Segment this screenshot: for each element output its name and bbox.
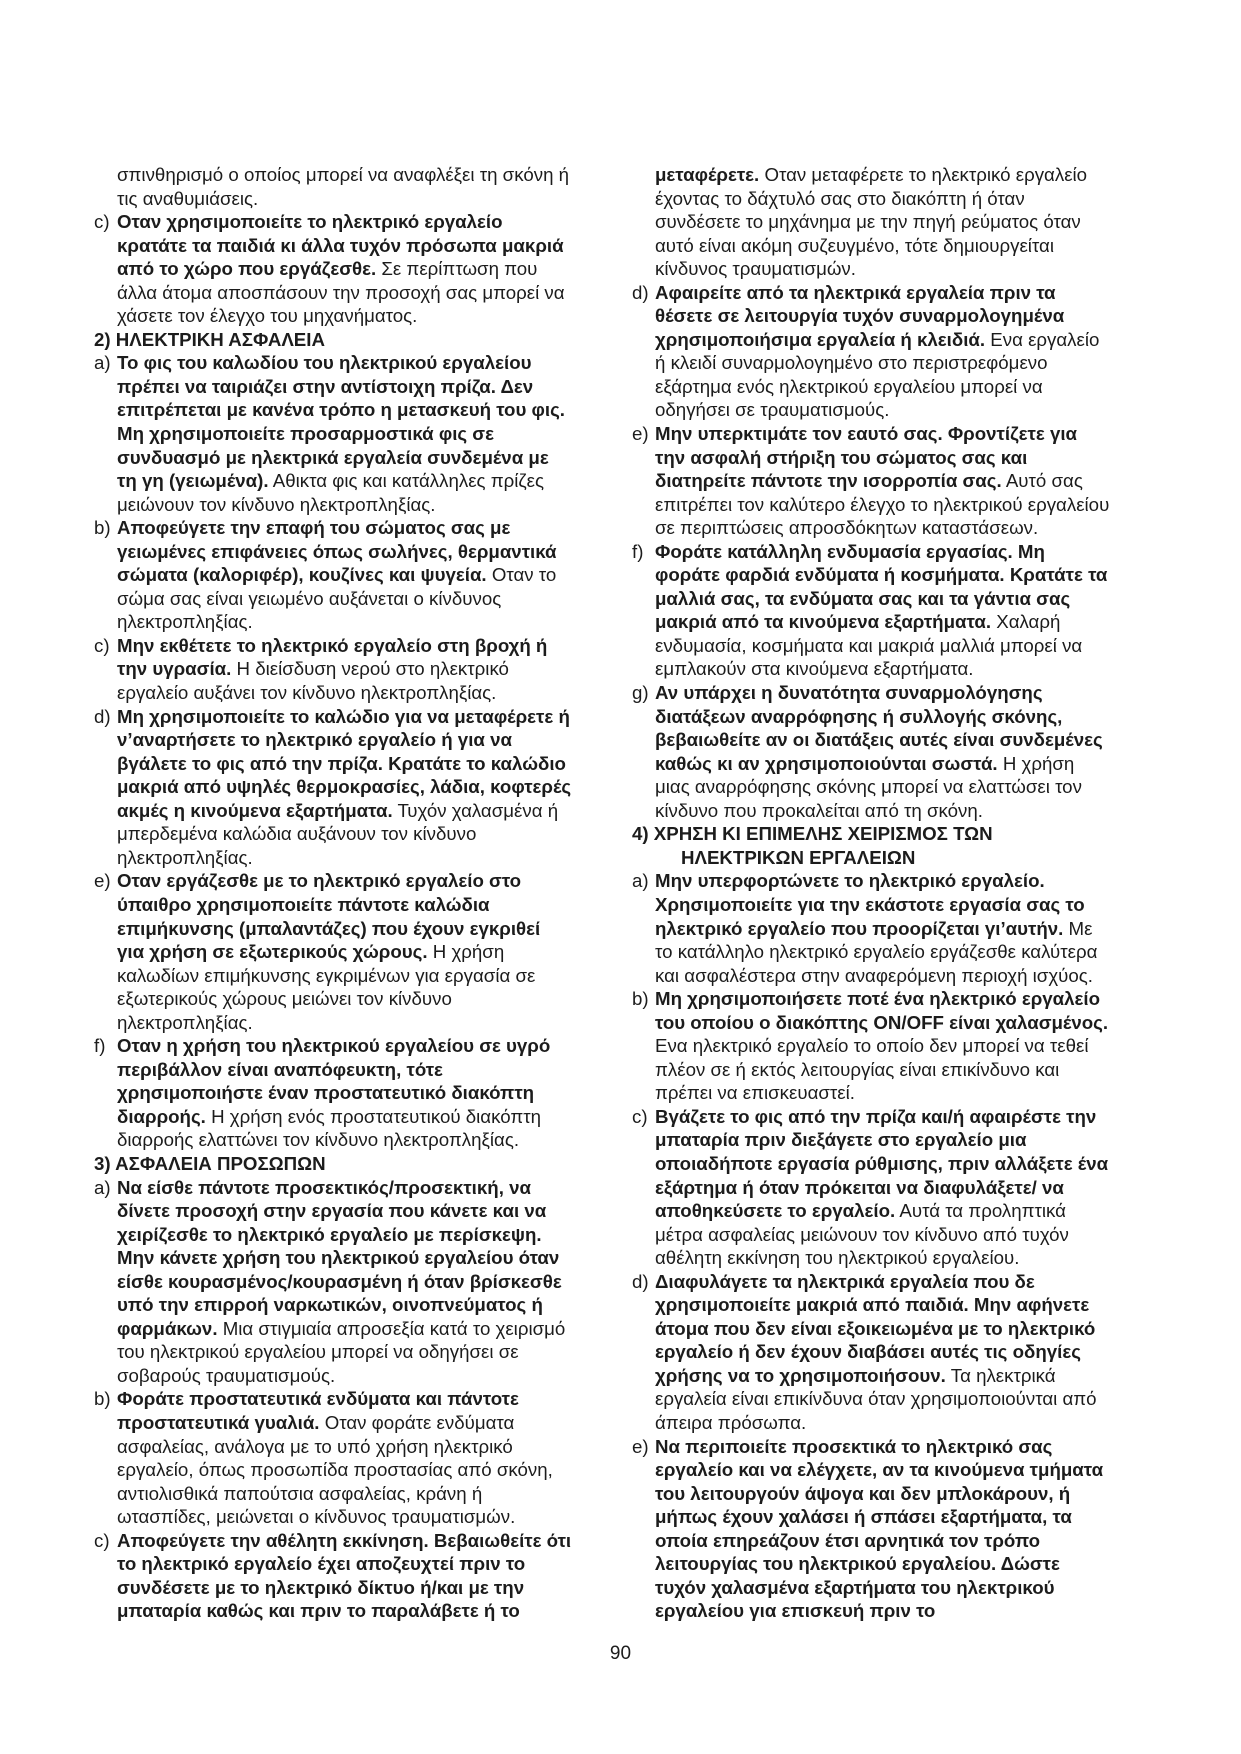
item-text: Μια στιγμιαία απροσεξία κατά το χειρισμό του ηλεκτρικού εργαλείου μπορεί να οδηγήσει σε σοβαρούς τραυματισμούς. bbox=[117, 1317, 566, 1386]
item-text: Η διείσδυση νερού στο ηλεκτρικό εργαλείο αυξάνει τον κίνδυνο ηλεκτροπληξίας. bbox=[117, 658, 509, 704]
item-label: b) bbox=[94, 1388, 111, 1410]
item-bold-text: Αποφεύγετε την αθέλητη εκκίνηση. Βεβαιωθείτε ότι το ηλεκτρικό εργαλείο έχει αποζευχτεί πριν το συνδέσετε με το ηλεκτρικό δίκτυο ή/και με την μπαταρία καθώς και πριν το παραλάβετε ή το bbox=[117, 1529, 572, 1622]
item-label: b) bbox=[632, 988, 649, 1010]
page-number: 90 bbox=[609, 1643, 632, 1664]
item-bold-text: Διαφυλάγετε τα ηλεκτρικά εργαλεία που δε χρησιμοποιείτε μακριά από παιδιά. Μην αφήνετε άτομα που δεν είναι εξοικειωμένα με το ηλεκτρικό εργαλείο ή δεν έχουν διαβάσει αυτές τις οδηγίες χρήσης να το χρησιμοποιήσουν. bbox=[655, 1270, 1096, 1386]
list-item-e bbox=[94, 869, 572, 1034]
list-item-c bbox=[94, 1529, 572, 1623]
item-label: f) bbox=[632, 540, 644, 562]
item-bold-text: Αφαιρείτε από τα ηλεκτρικά εργαλεία πριν τα θέσετε σε λειτουργία τυχόν συναρμολογημένα χρησιμοποιήσιμα εργαλεία ή κλειδιά. bbox=[655, 281, 1065, 350]
list-item-c bbox=[94, 634, 572, 705]
list-item-e bbox=[632, 1435, 1110, 1623]
list-item-b bbox=[94, 1387, 572, 1528]
item-text: Ενα ηλεκτρικό εργαλείο το οποίο δεν μπορεί να τεθεί πλέον σε ή εκτός λειτουργίας είναι επικίνδυνο και πρέπει να επισκευαστεί. bbox=[655, 1035, 1089, 1104]
item-bold-text: Μη χρησιμοποιήσετε ποτέ ένα ηλεκτρικό εργαλείο του οποίου ο διακόπτης ON/OFF είναι χαλασμένος. bbox=[655, 988, 1109, 1033]
item-label: g) bbox=[632, 682, 649, 704]
item-bold-text: Αποφεύγετε την επαφή του σώματος σας με γειωμένες επιφάνειες όπως σωλήνες, θερμαντικά σώματα (καλοριφέρ), κουζίνες και ψυγεία. bbox=[117, 517, 557, 586]
item-text: Οταν φοράτε ενδύματα ασφαλείας, ανάλογα με το υπό χρήση ηλεκτρικό εργαλείο, όπως προσωπίδα προστασίας από σκόνη, αντιολισθικά παπούτσια ασφαλείας, κράνη ή ωτασπίδες, μειώνεται ο κίνδυνος τραυματισμών. bbox=[117, 1411, 553, 1528]
item-text: Αθικτα φις και κατάλληλες πρίζες μειώνουν τον κίνδυνο ηλεκτροπληξίας. bbox=[117, 470, 544, 515]
item-text: Χαλαρή ενδυμασία, κοσμήματα και μακριά μαλλιά μπορεί να εμπλακούν στα κινούμενα εξαρτήματα. bbox=[655, 611, 1083, 680]
item-label: e) bbox=[94, 870, 111, 892]
item-text: Αυτό σας επιτρέπει τον καλύτερο έλεγχο το ηλεκτρικού εργαλείου σε περιπτώσεις απροσδόκητων καταστάσεων. bbox=[655, 470, 1110, 539]
item-bold-text: Οταν χρησιμοποιείτε το ηλεκτρικό εργαλείο κρατάτε τα παιδιά κι άλλα τυχόν πρόσωπα μακριά από το χώρο που εργάζεσθε. bbox=[117, 211, 564, 280]
list-item-d bbox=[94, 705, 572, 870]
item-text: Τυχόν χαλασμένα ή μπερδεμένα καλώδια αυξάνουν τον κίνδυνο ηλεκτροπληξίας. bbox=[117, 799, 559, 868]
item-label: a) bbox=[94, 352, 111, 374]
item-label: d) bbox=[632, 1270, 649, 1292]
item-bold-text: Μη χρησιμοποιείτε το καλώδιο για να μεταφέρετε ή ν’αναρτήσετε το ηλεκτρικό εργαλείο ή για να βγάλετε το φις από την πρίζα. Κρατάτε το καλώδιο μακριά από υψηλές θερμοκρασίες, λάδια, κοφτερές ακμές η κινούμενα εξαρτήματα. bbox=[117, 705, 572, 821]
section-heading-tool-use: 4) ΧΡΗΣΗ ΚΙ ΕΠΙΜΕΛΗΣ ΧΕΙΡΙΣΜΟΣ ΤΩΝ bbox=[632, 823, 993, 845]
item-label: c) bbox=[94, 211, 110, 233]
item-bold-text: μεταφέρετε. bbox=[655, 164, 760, 185]
list-item-e bbox=[632, 422, 1110, 540]
item-bold-text: Να είσθε πάντοτε προσεκτικός/προσεκτική, να δίνετε προσοχή στην εργασία που κάνετε και να χειρίζεσθε το ηλεκτρικό εργαλείο με περίσκεψη. Μην κάνετε χρήση του ηλεκτρικού εργαλείου όταν είσθε κουρασμένος/κουρασμένη ή όταν βρίσκεσθε υπό την επιρροή ναρκωτικών, οινοπνεύματος ή φαρμάκων. bbox=[117, 1176, 562, 1339]
item-text: Αυτά τα προληπτικά μέτρα ασφαλείας μειώνουν τον κίνδυνο από τυχόν αθέλητη εκκίνηση του ηλεκτρικού εργαλείου. bbox=[655, 1200, 1069, 1269]
list-item-a bbox=[632, 869, 1110, 987]
item-bold-text: Μην υπερκτιμάτε τον εαυτό σας. Φροντίζετε για την ασφαλή στήριξη του σώματος σας και διατηρείτε πάντοτε την ισορροπία σας. bbox=[655, 423, 1078, 492]
item-label: c) bbox=[94, 634, 110, 656]
item-bold-text: Να περιποιείτε προσεκτικά το ηλεκτρικό σας εργαλείο και να ελέγχετε, αν τα κινούμενα τμήματα του λειτουργούν άψογα και δεν μπλοκάρουν, ή μήπως έχουν χαλάσει ή σπάσει εξαρτήματα, τα οποία επηρεάζουν έτσι αρνητικά τον τρόπο λειτουργίας του ηλεκτρικού εργαλείου. Δώστε τυχόν χαλασμένα εξαρτήματα του ηλεκτρικού εργαλείου για επισκευή πριν το bbox=[655, 1435, 1104, 1622]
list-item-b bbox=[94, 516, 572, 634]
list-item-a bbox=[94, 351, 572, 516]
item-text: Η χρήση μιας αναρρόφησης σκόνης μπορεί να ελαττώσει τον κίνδυνο που προκαλείται από τη σκόνη. bbox=[655, 752, 1082, 821]
list-item-c bbox=[632, 1105, 1110, 1270]
section-heading-tool-use-cont: ΗΛΕΚΤΡΙΚΩΝ ΕΡΓΑΛΕΙΩΝ bbox=[681, 846, 916, 868]
item-text: Η χρήση ενός προστατευτικού διακόπτη διαρροής ελαττώνει τον κίνδυνο ηλεκτροπληξίας. bbox=[117, 1105, 542, 1151]
item-bold-text: Φοράτε προστατευτικά ενδύματα και πάντοτε προστατευτικά γυαλιά. bbox=[117, 1388, 519, 1433]
item-bold-text: Οταν εργάζεσθε με το ηλεκτρικό εργαλείο στο ύπαιθρο χρησιμοποιείτε πάντοτε καλώδια επιμήκυνσης (μπαλαντάζες) που έχουν εγκριθεί για χρήση σε εξωτερικούς χώρους. bbox=[117, 870, 541, 963]
item-bold-text: Το φις του καλωδίου του ηλεκτρικού εργαλείου πρέπει να ταιριάζει στην αντίστοιχη πρίζα. Δεν επιτρέπεται με κανένα τρόπο η μετασκευή του φις. Μη χρησιμοποιείτε προσαρμοστικά φις σε συνδυασμό με ηλεκτρικά εργαλεία συνδεμένα με τη γη (γειωμένα). bbox=[117, 352, 565, 492]
item-text: Με το κατάλληλο ηλεκτρικό εργαλείο εργάζεσθε καλύτερα και ασφαλέστερα στην αναφερόμενη περιοχή ισχύος. bbox=[655, 917, 1098, 986]
left-column bbox=[94, 163, 572, 1623]
item-label: e) bbox=[632, 1435, 649, 1457]
list-item-f bbox=[632, 540, 1110, 681]
list-item-c bbox=[94, 210, 572, 328]
item-label: e) bbox=[632, 423, 649, 445]
right-column bbox=[632, 163, 1110, 1623]
item-bold-text: Βγάζετε το φις από την πρίζα και/ή αφαιρέστε την μπαταρία πριν διεξάγετε στο εργαλείο μια οποιαδήποτε εργασία ρύθμισης, πριν αλλάξετε ένα εξάρτημα ή όταν πρόκειται να διαφυλάξετε/ να αποθηκεύσετε το εργαλείο. bbox=[655, 1105, 1109, 1222]
item-text: Η χρήση καλωδίων επιμήκυνσης εγκριμένων για εργασία σε εξωτερικούς χώρους μειώνει τον κίνδυνο ηλεκτροπληξίας. bbox=[117, 941, 536, 1033]
item-label: c) bbox=[632, 1105, 648, 1127]
list-item-f bbox=[94, 1034, 572, 1152]
item-text: Οταν το σώμα σας είναι γειωμένο αυξάνεται ο κίνδυνος ηλεκτροπληξίας. bbox=[117, 564, 557, 633]
item-label: d) bbox=[94, 705, 111, 727]
continued-paragraph bbox=[632, 163, 1110, 281]
item-label: a) bbox=[632, 870, 649, 892]
list-item-a bbox=[94, 1176, 572, 1388]
section-heading-personal-safety: 3) ΑΣΦΑΛΕΙΑ ΠΡΟΣΩΠΩΝ bbox=[94, 1152, 326, 1174]
item-text: Τα ηλεκτρικά εργαλεία είναι επικίνδυνα όταν χρησιμοποιούνται από άπειρα πρόσωπα. bbox=[655, 1364, 1097, 1433]
list-item-g bbox=[632, 681, 1110, 822]
list-item-d bbox=[632, 281, 1110, 422]
list-item-b bbox=[632, 987, 1110, 1105]
item-text: Σε περίπτωση που άλλα άτομα αποσπάσουν την προσοχή σας μπορεί να χάσετε τον έλεγχο του μηχανήματος. bbox=[117, 258, 565, 327]
item-label: b) bbox=[94, 517, 111, 539]
list-item-d bbox=[632, 1270, 1110, 1435]
item-label: f) bbox=[94, 1035, 106, 1057]
item-label: c) bbox=[94, 1529, 110, 1551]
item-label: d) bbox=[632, 281, 649, 303]
item-bold-text: Αν υπάρχει η δυνατότητα συναρμολόγησης διατάξεων αναρρόφησης ή συλλογής σκόνης, βεβαιωθείτε αν οι διατάξεις αυτές είναι συνδεμένες καθώς κι αν χρησιμοποιούνται σωστά. bbox=[655, 682, 1103, 774]
item-bold-text: Μην εκθέτετε το ηλεκτρικό εργαλείο στη βροχή ή την υγρασία. bbox=[117, 634, 548, 680]
item-text: Οταν μεταφέρετε το ηλεκτρικό εργαλείο έχοντας το δάχτυλό σας στο διακόπτη ή όταν συνδέσετε το μηχάνημα με την πηγή ρεύματος όταν αυτό είναι ακόμη συζευγμένο, τότε δημιουργείται κίνδυνος τραυματισμών. bbox=[655, 164, 1088, 280]
section-heading-electrical-safety: 2) ΗΛΕΚΤΡΙΚΗ ΑΣΦΑΛΕΙΑ bbox=[94, 328, 325, 350]
item-bold-text: Φοράτε κατάλληλη ενδυμασία εργασίας. Μη φοράτε φαρδιά ενδύματα ή κοσμήματα. Κρατάτε τα μαλλιά σας, τα ενδύματα σας και τα γάντια σας μακριά από τα κινούμενα εξαρτήματα. bbox=[655, 540, 1108, 633]
item-text: Ενα εργαλείο ή κλειδί συναρμολογημένο στο περιστρεφόμενο εξάρτημα ενός ηλεκτρικού εργαλείου μπορεί να οδηγήσει σε τραυματισμούς. bbox=[655, 328, 1100, 421]
continued-paragraph: σπινθηρισμό ο οποίος μπορεί να αναφλέξει τη σκόνη ή τις αναθυμιάσεις. bbox=[117, 164, 570, 209]
item-bold-text: Μην υπερφορτώνετε το ηλεκτρικό εργαλείο. Χρησιμοποιείτε για την εκάστοτε εργασία σας το ηλεκτρικό εργαλείο που προορίζεται γι’αυτήν. bbox=[655, 870, 1085, 939]
item-bold-text: Οταν η χρήση του ηλεκτρικού εργαλείου σε υγρό περιβάλλον είναι αναπόφευκτη, τότε χρησιμοποιήστε έναν προστατευτικό διακόπτη διαρροής. bbox=[117, 1035, 551, 1127]
item-label: a) bbox=[94, 1176, 111, 1198]
